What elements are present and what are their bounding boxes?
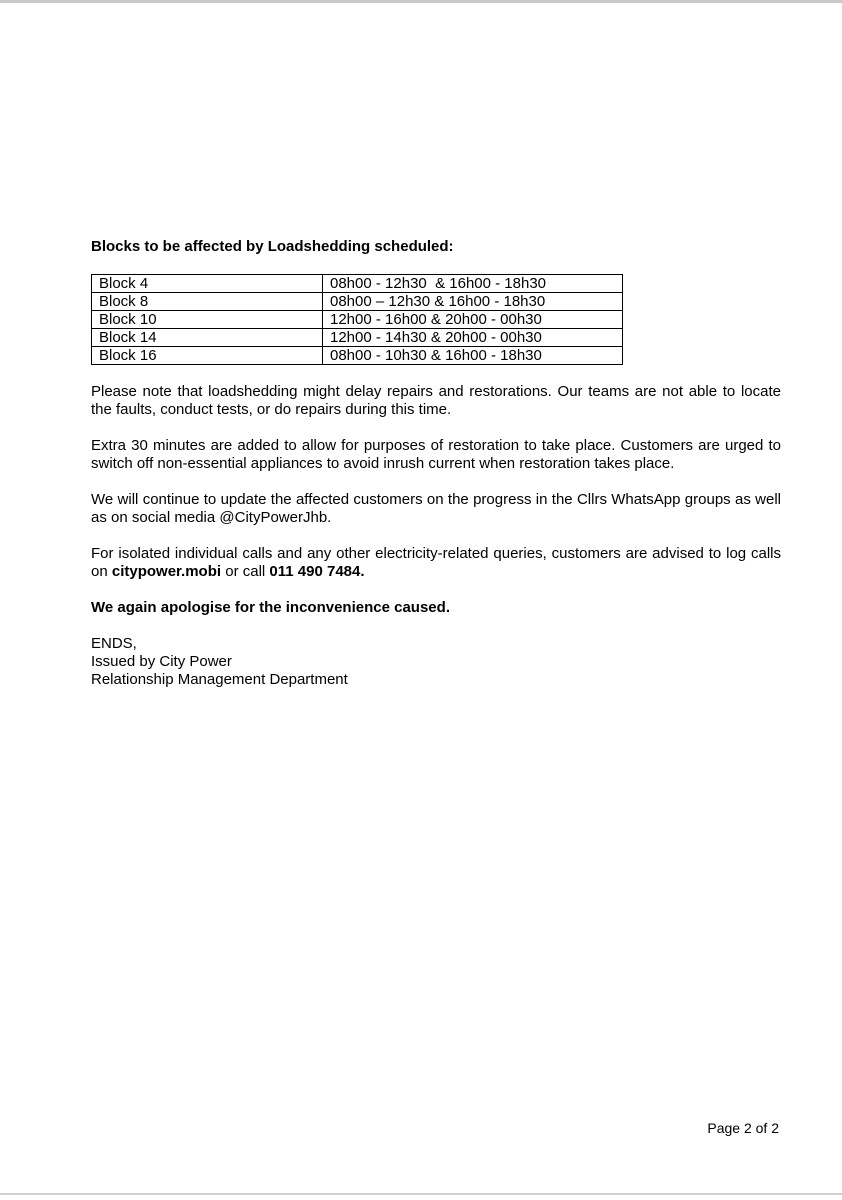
phone-number: 011 490 7484. [269,563,365,580]
table-row [92,311,623,329]
page-number: Page 2 of 2 [707,1120,779,1136]
times-cell: 12h00 - 14h30 & 20h00 - 00h30 [323,329,623,347]
schedule-table [91,274,623,365]
department-label: Relationship Management Department [91,671,348,688]
table-row [92,329,623,347]
table-row [92,275,623,293]
times-cell: 12h00 - 16h00 & 20h00 - 00h30 [323,311,623,329]
block-cell: Block 4 [92,275,323,293]
block-cell: Block 16 [92,347,323,365]
queries-text: For isolated individual calls and any other electricity-related queries, customers are advised to log calls on [91,545,781,580]
document-body [91,238,781,689]
schedule-heading: Blocks to be affected by Loadshedding scheduled: [91,238,454,255]
apology-statement: We again apologise for the inconvenience caused. [91,599,450,616]
block-cell: Block 10 [92,311,323,329]
block-cell: Block 14 [92,329,323,347]
table-row [92,293,623,311]
updates-paragraph: We will continue to update the affected customers on the progress in the Cllrs WhatsApp groups as well as on social media @CityPowerJhb. [91,491,781,526]
times-cell: 08h00 - 10h30 & 16h00 - 18h30 [323,347,623,365]
ends-label: ENDS, [91,635,137,652]
queries-connector: or call [221,563,270,580]
issuer-label: Issued by City Power [91,653,232,670]
times-cell: 08h00 - 12h30 & 16h00 - 18h30 [323,275,623,293]
extra-time-paragraph: Extra 30 minutes are added to allow for purposes of restoration to take place. Customers are urged to switch off non-essential appliances to avoid inrush current when restoration takes place. [91,437,781,472]
block-cell: Block 8 [92,293,323,311]
page-top-border [0,0,842,3]
page-bottom-border [0,1193,842,1195]
delay-notice-paragraph: Please note that loadshedding might delay repairs and restorations. Our teams are not able to locate the faults, conduct tests, or do repairs during this time. [91,383,781,418]
signoff-block [91,635,781,689]
table-row [92,347,623,365]
queries-paragraph [91,545,781,581]
website-link[interactable]: citypower.mobi [111,563,222,580]
times-cell: 08h00 – 12h30 & 16h00 - 18h30 [323,293,623,311]
